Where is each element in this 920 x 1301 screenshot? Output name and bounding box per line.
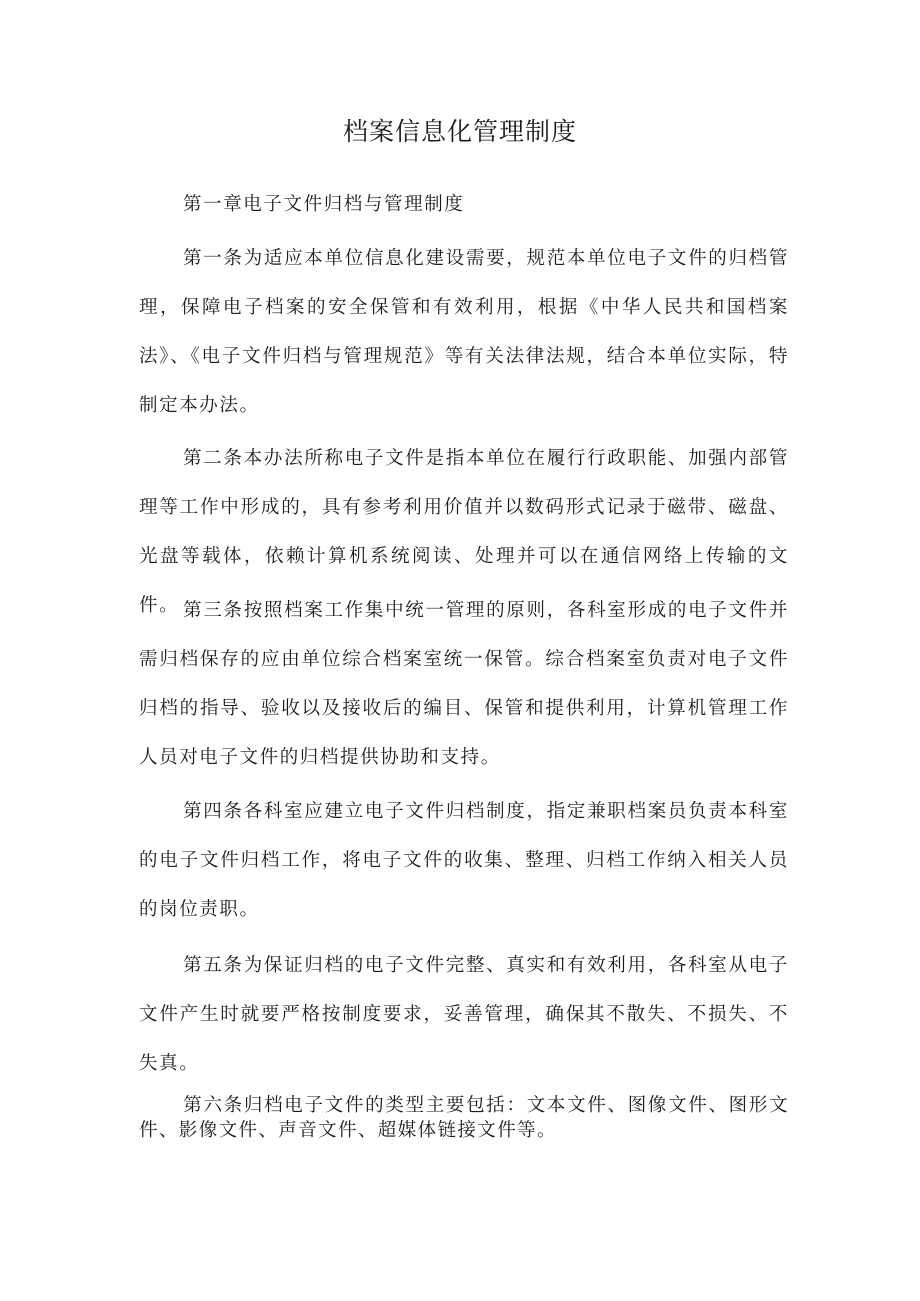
article-5-text: 第五条为保证归档的电子文件完整、真实和有效利用，各科室从电子文件产生时就要严格按制度要求，妥善管理，确保其不散失、不损失、不失真。 [139, 955, 789, 1074]
document-title: 档案信息化管理制度 [342, 117, 577, 146]
article-5 [139, 941, 789, 1088]
article-6 [139, 1093, 789, 1143]
article-1-text: 第一条为适应本单位信息化建设需要，规范本单位电子文件的归档管理，保障电子档案的安全保管和有效利用，根据《中华人民共和国档案法》、《电子文件归档与管理规范》等有关法律法规，结合本单位实际，特制定本办法。 [139, 248, 789, 416]
article-4 [139, 787, 789, 934]
article-3 [139, 586, 789, 782]
article-4-text: 第四条各科室应建立电子文件归档制度，指定兼职档案员负责本科室的电子文件归档工作，将电子文件的收集、整理、归档工作纳入相关人员的岗位责职。 [139, 801, 789, 920]
article-2-text: 第二条本办法所称电子文件是指本单位在履行行政职能、加强内部管理等工作中形成的，具有参考利用价值并以数码形式记录于磁带、磁盘、光盘等载体，依赖计算机系统阅读、处理并可以在通信网络上传输的文件。 [139, 448, 789, 616]
article-6-text: 第六条归档电子文件的类型主要包括：文本文件、图像文件、图形文件、影像文件、声音文件、超媒体链接文件等。 [139, 1095, 789, 1141]
article-1 [139, 234, 789, 430]
chapter-heading-text: 第一章电子文件归档与管理制度 [183, 194, 465, 215]
chapter-heading [139, 180, 789, 229]
article-3-text: 第三条按照档案工作集中统一管理的原则，各科室形成的电子文件并需归档保存的应由单位综合档案室统一保管。综合档案室负责对电子文件归档的指导、验收以及接收后的编目、保管和提供利用，计算机管理工作人员对电子文件的归档提供协助和支持。 [139, 600, 789, 768]
